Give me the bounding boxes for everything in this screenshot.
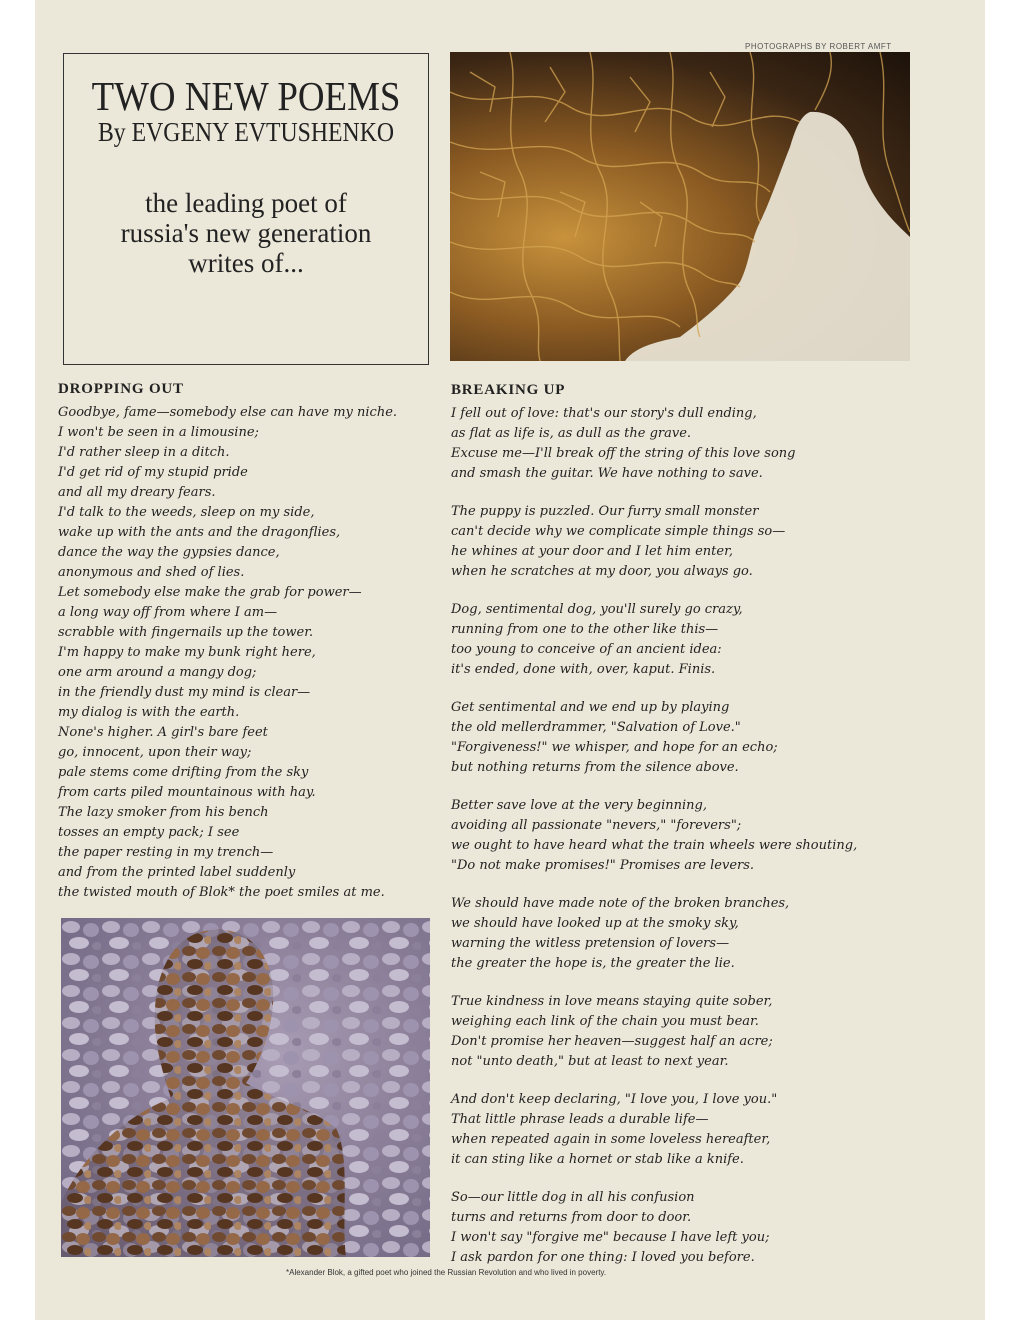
poem-title-breaking-up: BREAKING UP [451, 382, 566, 398]
poem-line: And don't keep declaring, "I love you, I love you." [451, 1092, 778, 1107]
title-box [63, 53, 429, 365]
poem-line: but nothing returns from the silence above. [451, 760, 739, 775]
article-byline: By EVGENY EVTUSHENKO [97, 117, 395, 147]
poem-line: We should have made note of the broken branches, [451, 896, 790, 911]
poem-line: the twisted mouth of Blok* the poet smiles at me. [58, 885, 385, 900]
poem-line: a long way off from where I am— [58, 605, 278, 620]
poem-line: I won't be seen in a limousine; [58, 425, 259, 440]
poem-line: I'd rather sleep in a ditch. [58, 445, 230, 460]
article-title: TWO NEW POEMS [91, 73, 401, 119]
poem-line: warning the witless pretension of lovers— [451, 936, 730, 951]
poem-stanza [451, 1188, 857, 1268]
poem-line: my dialog is with the earth. [58, 705, 240, 720]
poem-stanza [451, 796, 857, 876]
poem-line: pale stems come drifting from the sky [58, 765, 309, 780]
poem-line: scrabble with fingernails up the tower. [58, 625, 314, 640]
photo-credit: PHOTOGRAPHS BY ROBERT AMFT [745, 42, 892, 51]
poem-line: dance the way the gypsies dance, [58, 545, 280, 560]
poem-line: not "unto death," but at least to next year. [451, 1054, 729, 1069]
poem-line: tosses an empty pack; I see [58, 825, 240, 840]
poem-line: That little phrase leads a durable life— [451, 1112, 709, 1127]
poem-line: as flat as life is, as dull as the grave. [451, 426, 692, 441]
poem-line: when he scratches at my door, you always go. [451, 564, 753, 579]
poem-stanza [451, 698, 857, 778]
poem-line: he whines at your door and I let him enter, [451, 544, 733, 559]
poem-line: avoiding all passionate "nevers," "forevers"; [451, 818, 742, 833]
poem-line: can't decide why we complicate simple things so— [451, 524, 786, 539]
poem-line: go, innocent, upon their way; [58, 745, 252, 760]
poem-line: I won't say "forgive me" because I have left you; [451, 1230, 770, 1245]
poem-line: running from one to the other like this— [451, 622, 719, 637]
tagline-line: writes of... [188, 248, 304, 278]
poem-stanza [451, 1090, 857, 1170]
photo-pebble-silhouette [61, 918, 430, 1257]
poem-line: wake up with the ants and the dragonflies, [58, 525, 341, 540]
poem-line: turns and returns from door to door. [451, 1210, 692, 1225]
poem-line: I'm happy to make my bunk right here, [58, 645, 316, 660]
poem-line: Better save love at the very beginning, [451, 798, 707, 813]
poem-line: the greater the hope is, the greater the lie. [451, 956, 735, 971]
poem-line: the paper resting in my trench— [58, 845, 274, 860]
pebble-silhouette-art [61, 918, 430, 1257]
poem-line: the old mellerdrammer, "Salvation of Love." [451, 720, 741, 735]
poem-line: "Do not make promises!" Promises are levers. [451, 858, 755, 873]
poem-line: from carts piled mountainous with hay. [58, 785, 316, 800]
poem-stanza [451, 600, 857, 680]
poem-line: and smash the guitar. We have nothing to save. [451, 466, 763, 481]
poem-stanza [451, 502, 857, 582]
poem-line: None's higher. A girl's bare feet [58, 725, 268, 740]
poem-line: and from the printed label suddenly [58, 865, 296, 880]
poem-line: The lazy smoker from his bench [58, 805, 269, 820]
article-tagline [64, 188, 428, 278]
poem-line: "Forgiveness!" we whisper, and hope for an echo; [451, 740, 778, 755]
poem-line: I'd talk to the weeds, sleep on my side, [58, 505, 315, 520]
poem-line: in the friendly dust my mind is clear— [58, 685, 311, 700]
poem-line: it's ended, done with, over, kaput. Finis. [451, 662, 716, 677]
poem-line: we ought to have heard what the train wheels were shouting, [451, 838, 858, 853]
crackle-profile-art [450, 52, 910, 361]
poem-line: Get sentimental and we end up by playing [451, 700, 730, 715]
poem-line: True kindness in love means staying quite sober, [451, 994, 773, 1009]
tagline-line: russia's new generation [120, 218, 372, 248]
poem-line: The puppy is puzzled. Our furry small monster [451, 504, 759, 519]
poem-line: it can sting like a hornet or stab like a knife. [451, 1152, 744, 1167]
poem-line: Dog, sentimental dog, you'll surely go crazy, [451, 602, 743, 617]
poem-line: Goodbye, fame—somebody else can have my niche. [58, 405, 398, 420]
poem-line: and all my dreary fears. [58, 485, 216, 500]
poem-line: anonymous and shed of lies. [58, 565, 245, 580]
poem-title-dropping-out: DROPPING OUT [58, 381, 184, 397]
poem-line: I'd get rid of my stupid pride [58, 465, 248, 480]
poem-dropping-out [58, 403, 397, 903]
tagline-line: the leading poet of [145, 188, 347, 218]
poem-line: So—our little dog in all his confusion [451, 1190, 695, 1205]
poem-breaking-up [451, 404, 857, 1268]
poem-line: when repeated again in some loveless hereafter, [451, 1132, 771, 1147]
footnote: *Alexander Blok, a gifted poet who joined the Russian Revolution and who lived in poverty. [286, 1268, 607, 1277]
poem-line: I ask pardon for one thing: I loved you before. [451, 1250, 755, 1265]
poem-line: Excuse me—I'll break off the string of this love song [451, 446, 796, 461]
poem-stanza [451, 894, 857, 974]
poem-stanza [451, 992, 857, 1072]
poem-line: I fell out of love: that's our story's dull ending, [451, 406, 757, 421]
poem-line: too young to conceive of an ancient idea: [451, 642, 722, 657]
poem-line: we should have looked up at the smoky sky, [451, 916, 739, 931]
poem-line: weighing each link of the chain you must bear. [451, 1014, 759, 1029]
poem-stanza [451, 404, 857, 484]
photo-profile-crackle [450, 52, 910, 361]
poem-line: Don't promise her heaven—suggest half an acre; [451, 1034, 773, 1049]
poem-line: one arm around a mangy dog; [58, 665, 257, 680]
poem-line: Let somebody else make the grab for power— [58, 585, 362, 600]
